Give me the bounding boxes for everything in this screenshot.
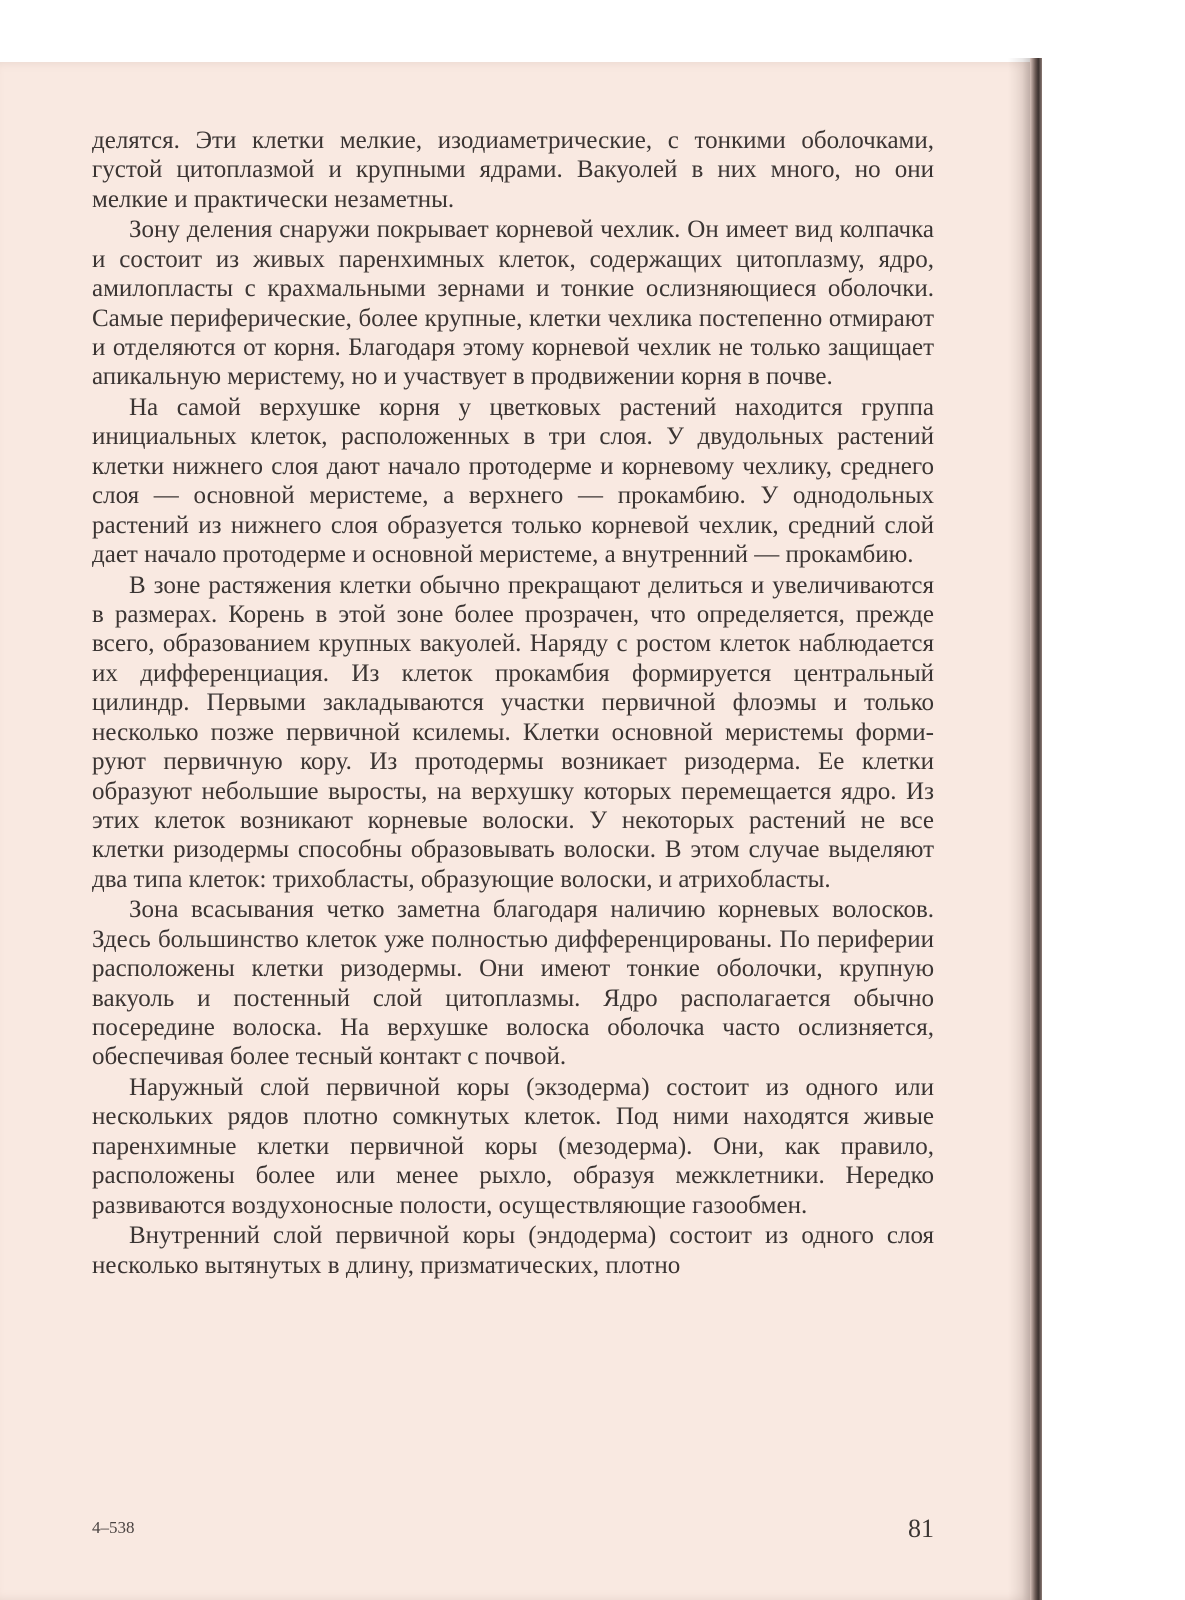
page-gutter-shadow	[1008, 58, 1032, 1600]
page-number: 81	[908, 1514, 934, 1543]
paragraph: Внутренний слой первичной коры (эндодерма) состоит из одного слоя несколько вытянутых в длину, призматических, плотно	[92, 1222, 934, 1279]
paragraph: Зону деления снаружи покрывает корневой чехлик. Он имеет вид колпачка и состоит из живых паренхимных клеток, содержащих цитоплазму, ядро, амилопласты с крахмальными зернами и тонкие ослизняющиеся оболочки. Самые периферические, более крупные, клетки чехлика постепенно отмирают и отделяются от корня. Благодаря этому корневой чехлик не только защищает апикальную меристему, но и участвует в продвижении корня в почве.	[92, 216, 934, 391]
paragraph: Наружный слой первичной коры (экзодерма) состоит из одного или нескольких рядов плотно сомкнутых клеток. Под ними находятся живые паренхимные клетки первичной коры (мезодерма). Они, как правило, расположены более или менее рыхло, образуя межклетники. Нередко развиваются воздухоносные полости, осуществляющие газообмен.	[92, 1073, 934, 1219]
paragraph: В зоне растяжения клетки обычно прекращают делиться и увеличиваются в размерах. Корень в этой зоне более прозрачен, что определяется, прежде всего, образованием крупных вакуолей. Наряду с ростом клеток наблюдается их дифференциация. Из клеток прокамбия формируется центральный цилиндр. Первыми закладываются участки первичной флоэмы и только несколько позже первичной ксилемы. Клетки основной меристемы формируют первичную кору. Из протодермы возникает ризодерма. Ее клетки образуют небольшие выросты, на верхушку которых перемещается ядро. Из этих клеток возникают корневые волоски. У некоторых растений не все клетки ризодермы способны образовывать волоски. В этом случае выделяют два типа клеток: трихобласты, образующие волоски, и атрихобласты.	[92, 571, 934, 893]
paragraph: На самой верхушке корня у цветковых растений находится группа инициальных клеток, расположенных в три слоя. У двудольных растений клетки нижнего слоя дают начало протодерме и корневому чехлику, среднего слоя — основной меристеме, а верхнего — прокамбию. У однодольных растений из нижнего слоя образуется только корневой чехлик, средний слой дает начало протодерме и основной меристеме, а внутренний — прокамбию.	[92, 394, 934, 569]
page-edge	[1030, 58, 1042, 1600]
body-text	[92, 126, 934, 1281]
paragraph: делятся. Эти клетки мелкие, изодиаметрические, с тонкими оболочками, густой цитоплазмой и крупными ядрами. Вакуолей в них много, но они мелкие и практически незаметны.	[92, 127, 934, 213]
signature-mark: 4–538	[92, 1518, 135, 1537]
paragraph: Зона всасывания четко заметна благодаря наличию корневых волосков. Здесь большинство клеток уже полностью дифференцированы. По периферии расположены клетки ризодермы. Они имеют тонкие оболочки, крупную вакуоль и постенный слой цитоплазмы. Ядро располагается обычно посередине волоска. На верхушке волоска оболочка часто ослизняется, обеспечивая более тесный контакт с почвой.	[92, 896, 934, 1071]
